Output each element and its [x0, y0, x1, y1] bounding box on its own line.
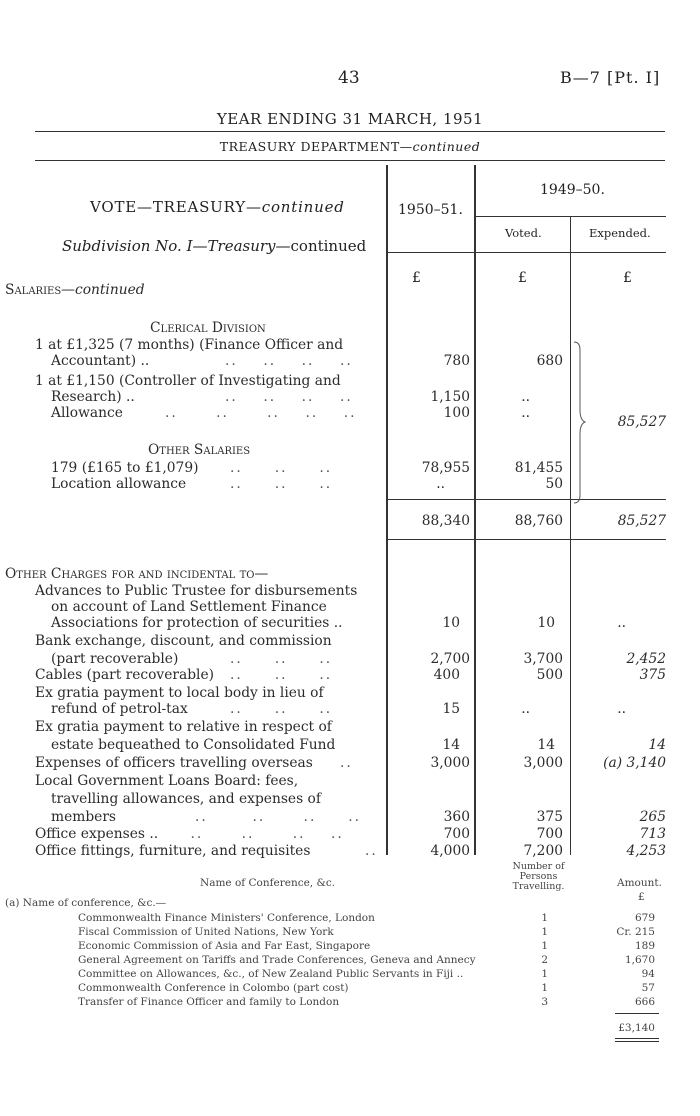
- salary-line: 1 at £1,325 (7 months) (Finance Officer and: [35, 337, 344, 353]
- subdivision-title: [62, 237, 366, 255]
- value-expended: 4,253: [626, 843, 666, 859]
- col-1949-50: 1949–50.: [540, 182, 605, 198]
- value-voted: 700: [536, 826, 563, 842]
- charge-line: Cables (part recoverable): [35, 667, 214, 683]
- value-1950: 15: [442, 701, 460, 717]
- department-title: [0, 139, 700, 154]
- footnote-row-persons: 3: [541, 996, 548, 1008]
- charge-line: estate bequeathed to Consolidated Fund: [51, 737, 336, 753]
- leader-dots: .. .. .. ..: [225, 389, 353, 405]
- rule: [615, 1038, 659, 1039]
- leader-dots: .. .. ..: [230, 651, 333, 667]
- footnote-row-persons: 1: [541, 982, 548, 994]
- charge-line: refund of petrol-tax: [51, 701, 188, 717]
- rule: [615, 1041, 659, 1042]
- charge-line: on account of Land Settlement Finance: [51, 599, 327, 615]
- value-1950: 400: [433, 667, 460, 683]
- footnote-row-persons: 1: [541, 912, 548, 924]
- footnote-row-name: Economic Commission of Asia and Far East, Singapore: [78, 940, 371, 952]
- value-voted: 50: [545, 476, 563, 492]
- value-voted: 3,700: [523, 651, 563, 667]
- salary-line: 1 at £1,150 (Controller of Investigating and: [35, 373, 341, 389]
- value-voted: ..: [521, 389, 530, 405]
- footnote-currency: £: [638, 891, 645, 903]
- charge-line: travelling allowances, and expenses of: [51, 791, 321, 807]
- rule: [386, 539, 666, 540]
- value-expended: ..: [617, 615, 626, 631]
- continued-label: continued: [412, 139, 481, 154]
- footnote-row-amount: 189: [634, 940, 655, 952]
- value-1950: 14: [442, 737, 460, 753]
- value-1950: 4,000: [430, 843, 470, 859]
- footnote-row-name: General Agreement on Tariffs and Trade Conferences, Geneva and Annecy: [78, 954, 476, 966]
- continued-label: continued: [261, 198, 345, 216]
- footnote-row-name: Commonwealth Finance Ministers' Conference, London: [78, 912, 375, 924]
- continued-label: continued: [74, 282, 145, 298]
- total-voted: 88,760: [514, 513, 563, 529]
- charge-line: Office expenses ..: [35, 826, 159, 842]
- footnote-row-name: Fiscal Commission of United Nations, New York: [78, 926, 334, 938]
- leader-dots: .. .. .. ..: [165, 826, 344, 842]
- value-1950: 100: [443, 405, 470, 421]
- leader-dots: .. .. ..: [230, 476, 333, 492]
- footnote-total: £3,140: [618, 1022, 655, 1034]
- value-expended: 2,452: [626, 651, 666, 667]
- salary-line: 179 (£165 to £1,079): [51, 460, 199, 476]
- document-reference: B—7 [Pt. I]: [560, 68, 661, 87]
- salary-line: Location allowance: [51, 476, 187, 492]
- value-1950: 700: [443, 826, 470, 842]
- footnote-row-persons: 2: [541, 954, 548, 966]
- rule: [386, 252, 666, 253]
- salaries-heading: [5, 282, 145, 298]
- brace-icon: [572, 340, 586, 505]
- currency-expended: £: [623, 270, 632, 286]
- clerical-heading: Clerical Division: [150, 320, 266, 336]
- charge-line: (part recoverable): [51, 651, 179, 667]
- footnote-row-amount: 94: [641, 968, 655, 980]
- footnote-row-persons: 1: [541, 926, 548, 938]
- col-voted: Voted.: [505, 226, 542, 240]
- footnote-col-name: Name of Conference, &c.: [200, 877, 336, 889]
- charge-line: Ex gratia payment to local body in lieu of: [35, 685, 324, 701]
- value-expended: 14: [648, 737, 666, 753]
- leader-dots: .. .. ..: [230, 667, 333, 683]
- value-1950: 360: [443, 809, 470, 825]
- column-divider: [474, 165, 476, 855]
- value-voted: 14: [537, 737, 555, 753]
- value-voted: 10: [537, 615, 555, 631]
- salaries-label: Salaries—: [5, 282, 75, 298]
- footnote-row-amount: Cr. 215: [616, 926, 655, 938]
- charge-line: Office fittings, furniture, and requisites: [35, 843, 311, 859]
- continued-label: continued: [290, 237, 367, 255]
- rule: [386, 499, 666, 500]
- rule: [35, 131, 665, 132]
- page-number: 43: [338, 68, 360, 88]
- value-expended: 375: [639, 667, 666, 683]
- charge-line: Expenses of officers travelling overseas: [35, 755, 313, 771]
- currency-1950: £: [412, 270, 421, 286]
- value-expended: 265: [639, 809, 666, 825]
- value-expended: (a) 3,140: [603, 755, 666, 771]
- value-1950: ..: [436, 476, 445, 492]
- value-1950: 2,700: [430, 651, 470, 667]
- footnote-row-persons: 1: [541, 968, 548, 980]
- footnote-row-amount: 1,670: [624, 954, 655, 966]
- value-1950: 3,000: [430, 755, 470, 771]
- leader-dots: .. .. ..: [230, 701, 333, 717]
- footnote-row-name: Commonwealth Conference in Colombo (part cost): [78, 982, 349, 994]
- value-voted: 375: [536, 809, 563, 825]
- column-divider: [386, 165, 388, 855]
- salary-line: Accountant) ..: [51, 353, 150, 369]
- charge-line: Ex gratia payment to relative in respect of: [35, 719, 332, 735]
- vote-name: VOTE—TREASURY—: [90, 198, 262, 216]
- value-voted: 3,000: [523, 755, 563, 771]
- footnote-row-name: Committee on Allowances, &c., of New Zealand Public Servants in Fiji ..: [78, 968, 464, 980]
- value-1950: 1,150: [430, 389, 470, 405]
- subdivision-name: Subdivision No. I—Treasury—: [62, 237, 291, 255]
- leader-dots: ..: [365, 843, 378, 859]
- leader-dots: ..: [340, 755, 353, 771]
- footnote-col-amount: Amount.: [617, 877, 662, 889]
- year-title: YEAR ENDING 31 MARCH, 1951: [216, 110, 484, 128]
- charge-line: Associations for protection of securities ..: [51, 615, 343, 631]
- value-voted: 7,200: [523, 843, 563, 859]
- value-voted: 81,455: [514, 460, 563, 476]
- footnote-row-amount: 57: [641, 982, 655, 994]
- charge-line: members: [51, 809, 117, 825]
- value-1950: 10: [442, 615, 460, 631]
- value-1950: 780: [443, 353, 470, 369]
- other-charges-heading: Other Charges for and incidental to—: [5, 566, 269, 582]
- vote-title: [90, 198, 345, 216]
- total-expended: 85,527: [617, 513, 666, 529]
- leader-dots: .. .. .. ..: [195, 809, 362, 825]
- leader-dots: .. .. .. .. ..: [165, 405, 357, 421]
- leader-dots: .. .. ..: [230, 460, 333, 476]
- value-1950: 78,955: [421, 460, 470, 476]
- value-voted: 500: [536, 667, 563, 683]
- bracket-expended: 85,527: [617, 414, 666, 430]
- charge-line: Local Government Loans Board: fees,: [35, 773, 299, 789]
- rule: [476, 216, 666, 217]
- col-1950-51: 1950–51.: [398, 202, 463, 218]
- footnote-row-name: Transfer of Finance Officer and family to London: [78, 996, 340, 1008]
- footnote-row-amount: 666: [634, 996, 655, 1008]
- value-voted: 680: [536, 353, 563, 369]
- value-expended: 713: [639, 826, 666, 842]
- rule: [615, 1013, 659, 1014]
- value-voted: ..: [521, 701, 530, 717]
- salary-line: Research) ..: [51, 389, 135, 405]
- footnote-intro: (a) Name of conference, &c.—: [5, 897, 167, 909]
- currency-voted: £: [518, 270, 527, 286]
- charge-line: Bank exchange, discount, and commission: [35, 633, 332, 649]
- value-expended: ..: [617, 701, 626, 717]
- other-salaries-heading: Other Salaries: [148, 442, 251, 458]
- leader-dots: .. .. .. ..: [225, 353, 353, 369]
- col-expended: Expended.: [589, 226, 651, 240]
- department-name: TREASURY DEPARTMENT—: [219, 139, 413, 154]
- charge-line: Advances to Public Trustee for disbursements: [35, 583, 358, 599]
- footnote-row-persons: 1: [541, 940, 548, 952]
- column-divider: [570, 217, 571, 855]
- footnote-col-persons: Number of Persons Travelling.: [512, 861, 565, 892]
- footnote-row-amount: 679: [634, 912, 655, 924]
- rule: [35, 160, 665, 161]
- value-voted: ..: [521, 405, 530, 421]
- salary-line: Allowance: [51, 405, 123, 421]
- total-1950: 88,340: [421, 513, 470, 529]
